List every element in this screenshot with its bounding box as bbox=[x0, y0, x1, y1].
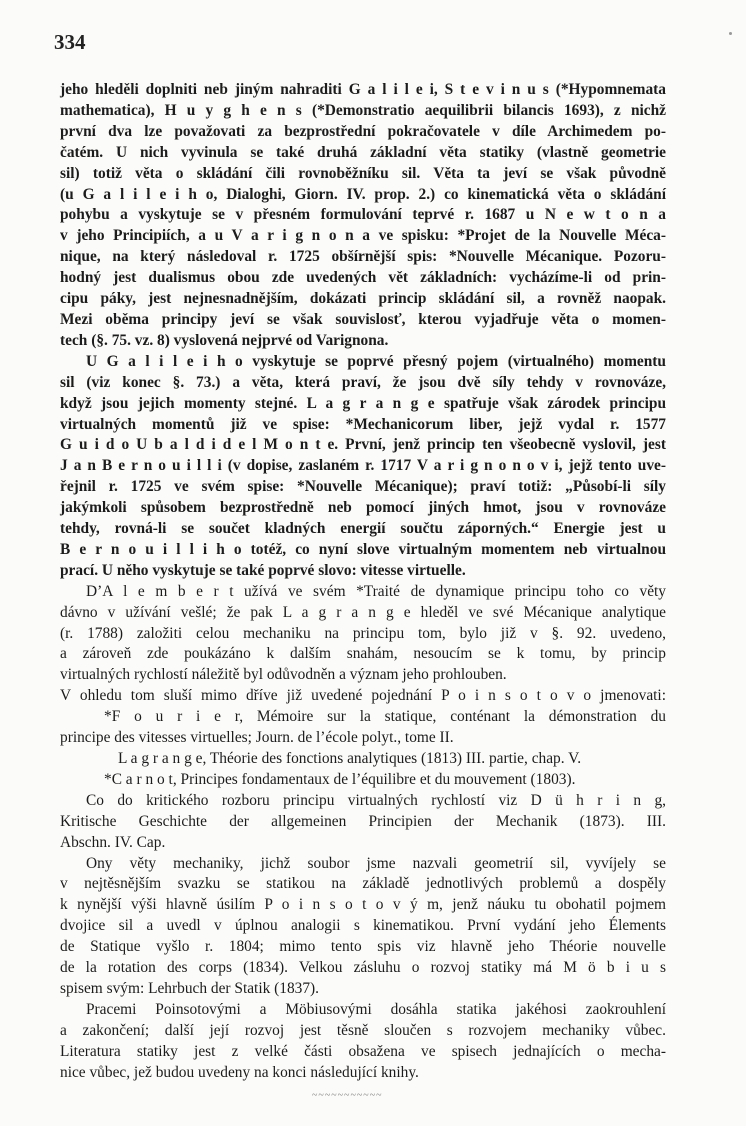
text-line: řejnil r. 1725 ve svém spise: *Nouvelle Mécanique); praví totiž: „Působí-li síly bbox=[60, 478, 666, 496]
text-line: cipu páky, jest nejnesnadnějším, dokázati princip skládání sil, a rovněž naopak. bbox=[60, 290, 666, 308]
text-line: když jsou jejich momenty stejné. L a g r a n g e spatřuje však zárodek principu bbox=[60, 394, 666, 412]
text-line: čatém. U nich vyvinula se také druhá základní věta statiky (vlastně geometrie bbox=[60, 143, 666, 161]
text-line: a zakončení; další její rozvoj jest těsně sloučen s rozvojem mechaniky vůbec. bbox=[60, 1021, 666, 1039]
text-line: nique, na který následoval r. 1725 obšírnější spis: *Nouvelle Mécanique. Pozoru- bbox=[60, 248, 666, 266]
text-line: virtualných momentů již ve spise: *Mechanicorum liber, jejž vydal r. 1577 bbox=[60, 415, 666, 433]
text-line: první dva lze považovati za bezprostřední pokračovatele v díle Archimedem po- bbox=[60, 122, 666, 140]
page-number: 334 bbox=[54, 30, 86, 54]
text-line: Literatura statiky jest z velké části obsažena ve spisech jednajících o mecha- bbox=[60, 1042, 666, 1060]
text-line: sil (viz konec §. 73.) a věta, která praví, že jsou dvě síly tehdy v rovnováze, bbox=[60, 373, 666, 391]
text-line: (r. 1788) založiti celou mechaniku na principu tom, bylo již v §. 92. uvedeno, bbox=[60, 624, 666, 642]
text-line: *C a r n o t, Principes fondamentaux de l’équilibre et du mouvement (1803). bbox=[104, 770, 576, 788]
text-line: sil) totiž věta o skládání čili rovnoběžníku sil. Věta ta jeví se však původně bbox=[60, 164, 666, 182]
text-line: v jeho Principiích, a u V a r i g n o n a ve spisku: *Projet de la Nouvelle Méca- bbox=[60, 227, 666, 245]
text-line: L a g r a n g e, Théorie des fonctions analytiques (1813) III. partie, chap. V. bbox=[118, 750, 582, 767]
scan-speck bbox=[729, 32, 732, 35]
text-line: *F o u r i e r, Mémoire sur la statique, conténant la démonstration du bbox=[104, 708, 666, 726]
text-line: hodný jest dualismus obou zde uvedených vět základních: vycházíme-li od prin- bbox=[60, 269, 666, 287]
text-line: virtualných rychlostí náležitě byl odůvodněn a význam jeho prohlouben. bbox=[60, 666, 507, 684]
text-line: Pracemi Poinsotovými a Möbiusovými dosáhla statika jakéhosi zaokrouhlení bbox=[86, 1000, 666, 1018]
closing-ornament: ~~~~~~~~~~~ bbox=[312, 1090, 383, 1098]
text-line: k nynější výši hlavně úsilím P o i n s o t o v ý m, jenž náuku tu obohatil pojmem bbox=[60, 896, 666, 914]
text-line: de Statique vyšlo r. 1804; mimo tento spis viz hlavně jeho Théorie nouvelle bbox=[60, 938, 666, 956]
text-line: tech (§. 75. vz. 8) vyslovená nejprvé od Varignona. bbox=[60, 331, 389, 349]
text-line: Abschn. IV. Cap. bbox=[60, 833, 166, 851]
text-line: Ony věty mechaniky, jichž soubor jsme nazvali geometrií sil, vyvíjely se bbox=[86, 854, 666, 872]
text-line: V ohledu tom sluší mimo dříve již uvedené pojednání P o i n s o t o v o jmenovati: bbox=[60, 687, 666, 705]
text-line: J a n B e r n o u i l l i (v dopise, zaslaném r. 1717 V a r i g n o n o v i, jejž tento uve- bbox=[60, 457, 666, 475]
text-line: G u i d o U b a l d i d e l M o n t e. První, jenž princip ten všeobecně vyslovil, jest bbox=[60, 436, 666, 454]
text-line: dávno v užívání vešlé; že pak L a g r a n g e hleděl ve své Mécanique analytique bbox=[60, 603, 666, 621]
text-line: spisem svým: Lehrbuch der Statik (1837). bbox=[60, 979, 320, 997]
text-line: Mezi oběma principy jeví se však souvislosť, kterou vyjadřuje věta o momen- bbox=[60, 310, 666, 328]
text-line: de la rotation des corps (1834). Velkou zásluhu o rozvoj statiky má M ö b i u s bbox=[60, 959, 666, 977]
text-line: Co do kritického rozboru principu virtualných rychlostí viz D ü h r i n g, bbox=[86, 791, 666, 809]
text-line: dvojice sil a uvedl v úplnou analogii s kinematikou. První vydání jeho Élements bbox=[60, 917, 666, 935]
text-line: (u G a l i l e i h o, Dialoghi, Giorn. IV. prop. 2.) co kinematická věta o skládání bbox=[60, 185, 666, 203]
text-line: prací. U něho vyskytuje se také poprvé slovo: vitesse virtuelle. bbox=[60, 561, 466, 579]
text-line: nice vůbec, jež budou uvedeny na konci následující knihy. bbox=[60, 1063, 419, 1081]
text-line: jeho hleděli doplniti neb jiným nahraditi G a l i l e i, S t e v i n u s (*Hypomnemata bbox=[60, 81, 666, 98]
text-line: Kritische Geschichte der allgemeinen Principien der Mechanik (1873). III. bbox=[60, 812, 666, 830]
text-line: a zároveň zde poukázáno k dalším snahám, nesoucím se k tomu, by princip bbox=[60, 645, 666, 663]
text-line: principe des vitesses virtuelles; Journ. de l’école polyt., tome II. bbox=[60, 729, 454, 747]
text-line: tehdy, rovná-li se součet kladných energií součtu záporných.“ Energie jest u bbox=[60, 520, 666, 538]
text-line: v nejtěsnějším svazku se statikou na základě jednotlivých problemů a dospěly bbox=[60, 875, 666, 893]
text-line: D’A l e m b e r t užívá ve svém *Traité de dynamique principu toho co věty bbox=[86, 582, 666, 600]
text-line: jakýmkoli spůsobem bezprostředně neb pomocí jiných hmot, jsou v rovnováze bbox=[60, 499, 666, 517]
text-line: B e r n o u i l l i h o totéž, co nyní slove virtualným momentem neb virtualnou bbox=[60, 540, 666, 558]
text-line: mathematica), H u y g h e n s (*Demonstratio aequilibrii bilancis 1693), z nichž bbox=[60, 101, 666, 119]
text-line: pohybu a vyskytuje se v přesném formulování teprvé r. 1687 u N e w t o n a bbox=[60, 206, 666, 224]
body-text bbox=[60, 80, 666, 1084]
text-line: U G a l i l e i h o vyskytuje se poprvé přesný pojem (virtualného) momentu bbox=[86, 352, 666, 370]
